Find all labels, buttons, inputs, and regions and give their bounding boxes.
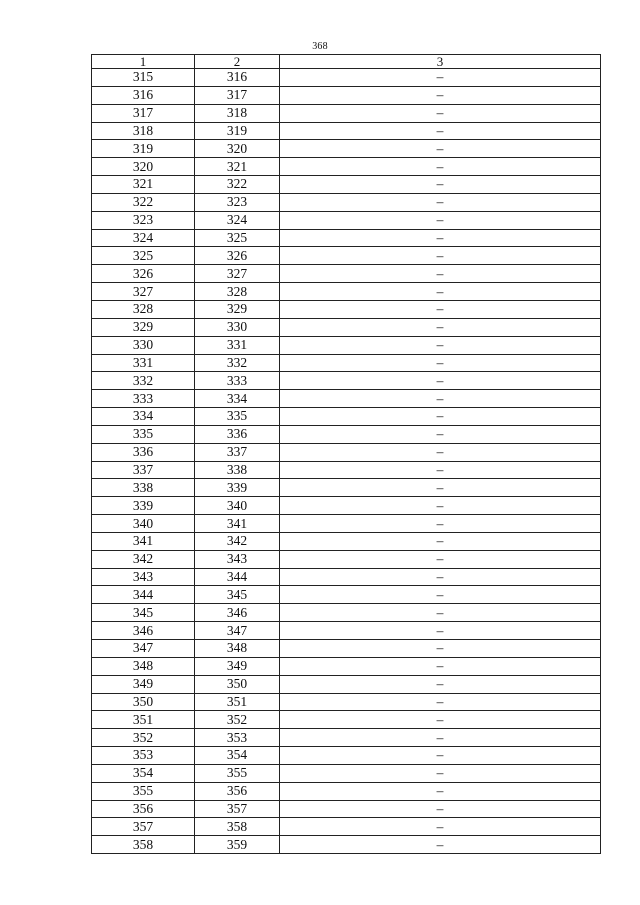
table-cell-col-2: 359 bbox=[195, 836, 280, 854]
table-cell-col-2: 323 bbox=[195, 193, 280, 211]
table-row bbox=[92, 515, 601, 533]
table-row bbox=[92, 604, 601, 622]
table-cell-col-3: – bbox=[280, 318, 601, 336]
table-cell-col-3: – bbox=[280, 711, 601, 729]
table-cell-col-1: 338 bbox=[92, 479, 195, 497]
table-cell-col-3: – bbox=[280, 354, 601, 372]
table-cell-col-2: 357 bbox=[195, 800, 280, 818]
table-cell-col-1: 335 bbox=[92, 425, 195, 443]
table-cell-col-3: – bbox=[280, 283, 601, 301]
table-cell-col-3: – bbox=[280, 247, 601, 265]
table-cell-col-1: 358 bbox=[92, 836, 195, 854]
table-row bbox=[92, 550, 601, 568]
table-row bbox=[92, 69, 601, 87]
table-cell-col-3: – bbox=[280, 158, 601, 176]
table-cell-col-2: 327 bbox=[195, 265, 280, 283]
table-cell-col-3: – bbox=[280, 425, 601, 443]
table-cell-col-3: – bbox=[280, 300, 601, 318]
table-cell-col-2: 350 bbox=[195, 675, 280, 693]
table-row bbox=[92, 836, 601, 854]
table-row bbox=[92, 640, 601, 658]
table-cell-col-3: – bbox=[280, 693, 601, 711]
table-cell-col-1: 324 bbox=[92, 229, 195, 247]
table-cell-col-3: – bbox=[280, 69, 601, 87]
table-row bbox=[92, 747, 601, 765]
table-cell-col-1: 317 bbox=[92, 104, 195, 122]
table-cell-col-3: – bbox=[280, 140, 601, 158]
table-row bbox=[92, 818, 601, 836]
table-cell-col-2: 329 bbox=[195, 300, 280, 318]
table-cell-col-3: – bbox=[280, 122, 601, 140]
table-row bbox=[92, 122, 601, 140]
table-cell-col-1: 351 bbox=[92, 711, 195, 729]
table-row bbox=[92, 211, 601, 229]
table-cell-col-3: – bbox=[280, 729, 601, 747]
table-cell-col-3: – bbox=[280, 532, 601, 550]
table-cell-col-1: 334 bbox=[92, 408, 195, 426]
table-row bbox=[92, 140, 601, 158]
table-cell-col-2: 344 bbox=[195, 568, 280, 586]
table-header-row bbox=[92, 55, 601, 69]
table-row bbox=[92, 318, 601, 336]
table-cell-col-1: 353 bbox=[92, 747, 195, 765]
table-cell-col-2: 341 bbox=[195, 515, 280, 533]
table-cell-col-2: 345 bbox=[195, 586, 280, 604]
table-cell-col-3: – bbox=[280, 640, 601, 658]
table-row bbox=[92, 479, 601, 497]
column-header-3: 3 bbox=[280, 55, 601, 69]
table-cell-col-1: 327 bbox=[92, 283, 195, 301]
table-cell-col-2: 319 bbox=[195, 122, 280, 140]
table-cell-col-1: 320 bbox=[92, 158, 195, 176]
table-cell-col-3: – bbox=[280, 408, 601, 426]
table-cell-col-3: – bbox=[280, 211, 601, 229]
table-cell-col-3: – bbox=[280, 390, 601, 408]
table-row bbox=[92, 461, 601, 479]
table-cell-col-2: 352 bbox=[195, 711, 280, 729]
table-cell-col-2: 330 bbox=[195, 318, 280, 336]
table-cell-col-3: – bbox=[280, 104, 601, 122]
table-cell-col-2: 326 bbox=[195, 247, 280, 265]
table-cell-col-3: – bbox=[280, 622, 601, 640]
table-row bbox=[92, 247, 601, 265]
table-cell-col-3: – bbox=[280, 747, 601, 765]
table-row bbox=[92, 354, 601, 372]
table-cell-col-1: 316 bbox=[92, 86, 195, 104]
table-row bbox=[92, 176, 601, 194]
table-cell-col-1: 323 bbox=[92, 211, 195, 229]
table-row bbox=[92, 158, 601, 176]
table-cell-col-3: – bbox=[280, 479, 601, 497]
table-cell-col-2: 322 bbox=[195, 176, 280, 194]
table-cell-col-3: – bbox=[280, 586, 601, 604]
table-cell-col-1: 342 bbox=[92, 550, 195, 568]
table-row bbox=[92, 622, 601, 640]
table-cell-col-1: 325 bbox=[92, 247, 195, 265]
table-cell-col-2: 331 bbox=[195, 336, 280, 354]
table-cell-col-2: 353 bbox=[195, 729, 280, 747]
table-cell-col-1: 349 bbox=[92, 675, 195, 693]
table-cell-col-1: 357 bbox=[92, 818, 195, 836]
table-cell-col-1: 348 bbox=[92, 657, 195, 675]
table-row bbox=[92, 657, 601, 675]
table-row bbox=[92, 497, 601, 515]
table-cell-col-1: 345 bbox=[92, 604, 195, 622]
table-row bbox=[92, 586, 601, 604]
table-cell-col-2: 354 bbox=[195, 747, 280, 765]
table-cell-col-1: 318 bbox=[92, 122, 195, 140]
table-cell-col-3: – bbox=[280, 461, 601, 479]
table-cell-col-1: 322 bbox=[92, 193, 195, 211]
table-cell-col-2: 342 bbox=[195, 532, 280, 550]
table-row bbox=[92, 104, 601, 122]
table-cell-col-2: 332 bbox=[195, 354, 280, 372]
table-cell-col-3: – bbox=[280, 657, 601, 675]
table-cell-col-1: 328 bbox=[92, 300, 195, 318]
table-cell-col-2: 340 bbox=[195, 497, 280, 515]
table-row bbox=[92, 693, 601, 711]
table-cell-col-3: – bbox=[280, 836, 601, 854]
table-cell-col-1: 344 bbox=[92, 586, 195, 604]
table-cell-col-2: 324 bbox=[195, 211, 280, 229]
table-row bbox=[92, 675, 601, 693]
table-cell-col-2: 349 bbox=[195, 657, 280, 675]
table-cell-col-2: 321 bbox=[195, 158, 280, 176]
table-row bbox=[92, 336, 601, 354]
table-row bbox=[92, 711, 601, 729]
table-cell-col-2: 355 bbox=[195, 764, 280, 782]
table-cell-col-1: 341 bbox=[92, 532, 195, 550]
column-header-2: 2 bbox=[195, 55, 280, 69]
table-cell-col-1: 343 bbox=[92, 568, 195, 586]
table-body bbox=[92, 69, 601, 854]
table-cell-col-2: 317 bbox=[195, 86, 280, 104]
table-cell-col-3: – bbox=[280, 265, 601, 283]
table-cell-col-1: 337 bbox=[92, 461, 195, 479]
table-row bbox=[92, 300, 601, 318]
table-row bbox=[92, 425, 601, 443]
table-cell-col-1: 321 bbox=[92, 176, 195, 194]
column-header-1: 1 bbox=[92, 55, 195, 69]
table-row bbox=[92, 193, 601, 211]
table-cell-col-2: 320 bbox=[195, 140, 280, 158]
table-cell-col-2: 339 bbox=[195, 479, 280, 497]
table-row bbox=[92, 532, 601, 550]
table-cell-col-3: – bbox=[280, 372, 601, 390]
table-cell-col-1: 330 bbox=[92, 336, 195, 354]
table-cell-col-2: 338 bbox=[195, 461, 280, 479]
table-cell-col-1: 347 bbox=[92, 640, 195, 658]
table-cell-col-1: 331 bbox=[92, 354, 195, 372]
table-row bbox=[92, 782, 601, 800]
table-cell-col-3: – bbox=[280, 86, 601, 104]
table-cell-col-2: 325 bbox=[195, 229, 280, 247]
table-row bbox=[92, 390, 601, 408]
table-cell-col-2: 328 bbox=[195, 283, 280, 301]
table-cell-col-1: 336 bbox=[92, 443, 195, 461]
table-cell-col-3: – bbox=[280, 497, 601, 515]
table-cell-col-3: – bbox=[280, 818, 601, 836]
table-cell-col-1: 350 bbox=[92, 693, 195, 711]
table-cell-col-2: 356 bbox=[195, 782, 280, 800]
table-cell-col-2: 333 bbox=[195, 372, 280, 390]
table-row bbox=[92, 764, 601, 782]
table-cell-col-2: 358 bbox=[195, 818, 280, 836]
table-cell-col-2: 351 bbox=[195, 693, 280, 711]
table-cell-col-2: 346 bbox=[195, 604, 280, 622]
table-cell-col-2: 335 bbox=[195, 408, 280, 426]
table-cell-col-1: 332 bbox=[92, 372, 195, 390]
table-cell-col-1: 346 bbox=[92, 622, 195, 640]
table-row bbox=[92, 229, 601, 247]
table-cell-col-3: – bbox=[280, 568, 601, 586]
table-cell-col-1: 352 bbox=[92, 729, 195, 747]
table-cell-col-1: 315 bbox=[92, 69, 195, 87]
table-cell-col-2: 334 bbox=[195, 390, 280, 408]
table-cell-col-2: 347 bbox=[195, 622, 280, 640]
table-cell-col-3: – bbox=[280, 675, 601, 693]
table-cell-col-3: – bbox=[280, 515, 601, 533]
table-cell-col-1: 356 bbox=[92, 800, 195, 818]
table-cell-col-2: 348 bbox=[195, 640, 280, 658]
table-cell-col-3: – bbox=[280, 336, 601, 354]
table-row bbox=[92, 408, 601, 426]
table-cell-col-2: 337 bbox=[195, 443, 280, 461]
table-cell-col-1: 326 bbox=[92, 265, 195, 283]
table-cell-col-2: 343 bbox=[195, 550, 280, 568]
table-cell-col-3: – bbox=[280, 800, 601, 818]
table-cell-col-3: – bbox=[280, 764, 601, 782]
table-cell-col-3: – bbox=[280, 443, 601, 461]
table-cell-col-2: 316 bbox=[195, 69, 280, 87]
table-row bbox=[92, 568, 601, 586]
table-row bbox=[92, 729, 601, 747]
data-table bbox=[91, 54, 601, 854]
table-row bbox=[92, 372, 601, 390]
table-row bbox=[92, 443, 601, 461]
table-cell-col-3: – bbox=[280, 229, 601, 247]
table-row bbox=[92, 800, 601, 818]
table-cell-col-3: – bbox=[280, 176, 601, 194]
table-cell-col-1: 329 bbox=[92, 318, 195, 336]
table-cell-col-1: 339 bbox=[92, 497, 195, 515]
table-cell-col-3: – bbox=[280, 193, 601, 211]
table-cell-col-1: 319 bbox=[92, 140, 195, 158]
table-cell-col-2: 318 bbox=[195, 104, 280, 122]
table-cell-col-1: 333 bbox=[92, 390, 195, 408]
table-cell-col-3: – bbox=[280, 604, 601, 622]
table-row bbox=[92, 86, 601, 104]
table-cell-col-2: 336 bbox=[195, 425, 280, 443]
table-cell-col-1: 354 bbox=[92, 764, 195, 782]
page-number: 368 bbox=[312, 41, 328, 52]
table-cell-col-3: – bbox=[280, 782, 601, 800]
table-cell-col-3: – bbox=[280, 550, 601, 568]
table-cell-col-1: 340 bbox=[92, 515, 195, 533]
table-cell-col-1: 355 bbox=[92, 782, 195, 800]
table-row bbox=[92, 265, 601, 283]
table-row bbox=[92, 283, 601, 301]
